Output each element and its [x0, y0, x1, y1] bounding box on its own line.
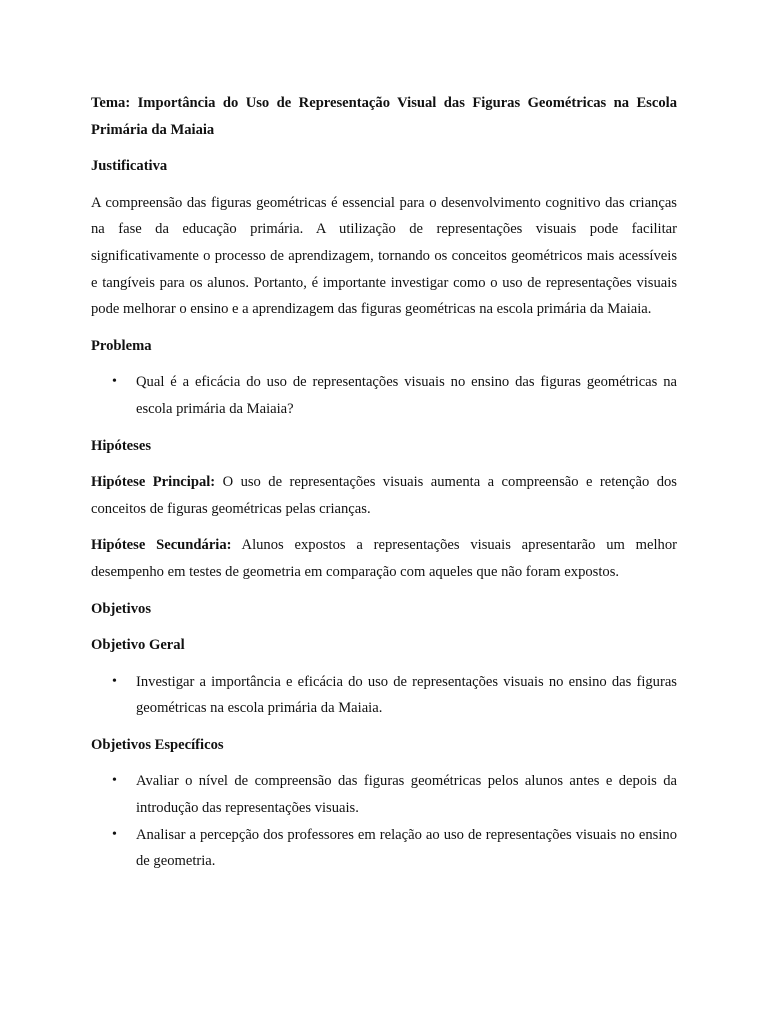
problema-heading: Problema	[91, 337, 152, 354]
list-item-text: Qual é a eficácia do uso de representações visuais no ensino das figuras geométricas na escola primária da Maiaia?	[136, 374, 677, 417]
objetivos-especificos-heading: Objetivos Específicos	[91, 736, 224, 753]
list-item	[91, 369, 677, 422]
problema-list	[91, 369, 677, 422]
list-item	[91, 669, 677, 722]
hipoteses-heading: Hipóteses	[91, 437, 151, 454]
list-item	[91, 768, 677, 821]
document-title: Tema: Importância do Uso de Representação Visual das Figuras Geométricas na Escola Primária da Maiaia	[91, 95, 677, 138]
list-item-text: Analisar a percepção dos professores em relação ao uso de representações visuais no ensino de geometria.	[136, 826, 677, 870]
bullet-icon: •	[112, 773, 117, 789]
bullet-icon: •	[112, 673, 117, 689]
hipotese-principal-text: O uso de representações visuais aumenta a compreensão e retenção dos conceitos de figuras geométricas pelas crianças.	[91, 474, 677, 517]
bullet-icon: •	[112, 374, 117, 390]
objetivos-heading: Objetivos	[91, 600, 151, 617]
list-item-text: Investigar a importância e eficácia do uso de representações visuais no ensino das figuras geométricas na escola primária da Maiaia.	[136, 673, 677, 717]
hipotese-secundaria-text: Alunos expostos a representações visuais apresentarão um melhor desempenho em testes de geometria em comparação com aqueles que não foram expostos.	[91, 537, 677, 580]
justificativa-paragraph: A compreensão das figuras geométricas é essencial para o desenvolvimento cognitivo das crianças na fase da educação primária. A utilização de representações visuais pode facilitar significativamente o processo de aprendizagem, tornando os conceitos geométricos mais acessíveis e tangíveis para os alunos. Portanto, é importante investigar como o uso de representações visuais pode melhorar o ensino e a aprendizagem das figuras geométricas na escola primária da Maiaia.	[91, 194, 677, 318]
objetivos-especificos-list	[91, 768, 677, 874]
list-item	[91, 822, 677, 875]
list-item-text: Avaliar o nível de compreensão das figuras geométricas pelos alunos antes e depois da introdução das representações visuais.	[136, 773, 677, 817]
document-body	[91, 90, 677, 885]
objetivo-geral-list	[91, 669, 677, 722]
hipotese-principal	[91, 469, 677, 522]
bullet-icon: •	[112, 826, 117, 842]
hipotese-principal-label: Hipótese Principal:	[91, 474, 216, 491]
objetivo-geral-heading: Objetivo Geral	[91, 637, 185, 654]
justificativa-heading: Justificativa	[91, 158, 168, 175]
hipotese-secundaria	[91, 532, 677, 585]
hipotese-secundaria-label: Hipótese Secundária:	[91, 537, 232, 554]
